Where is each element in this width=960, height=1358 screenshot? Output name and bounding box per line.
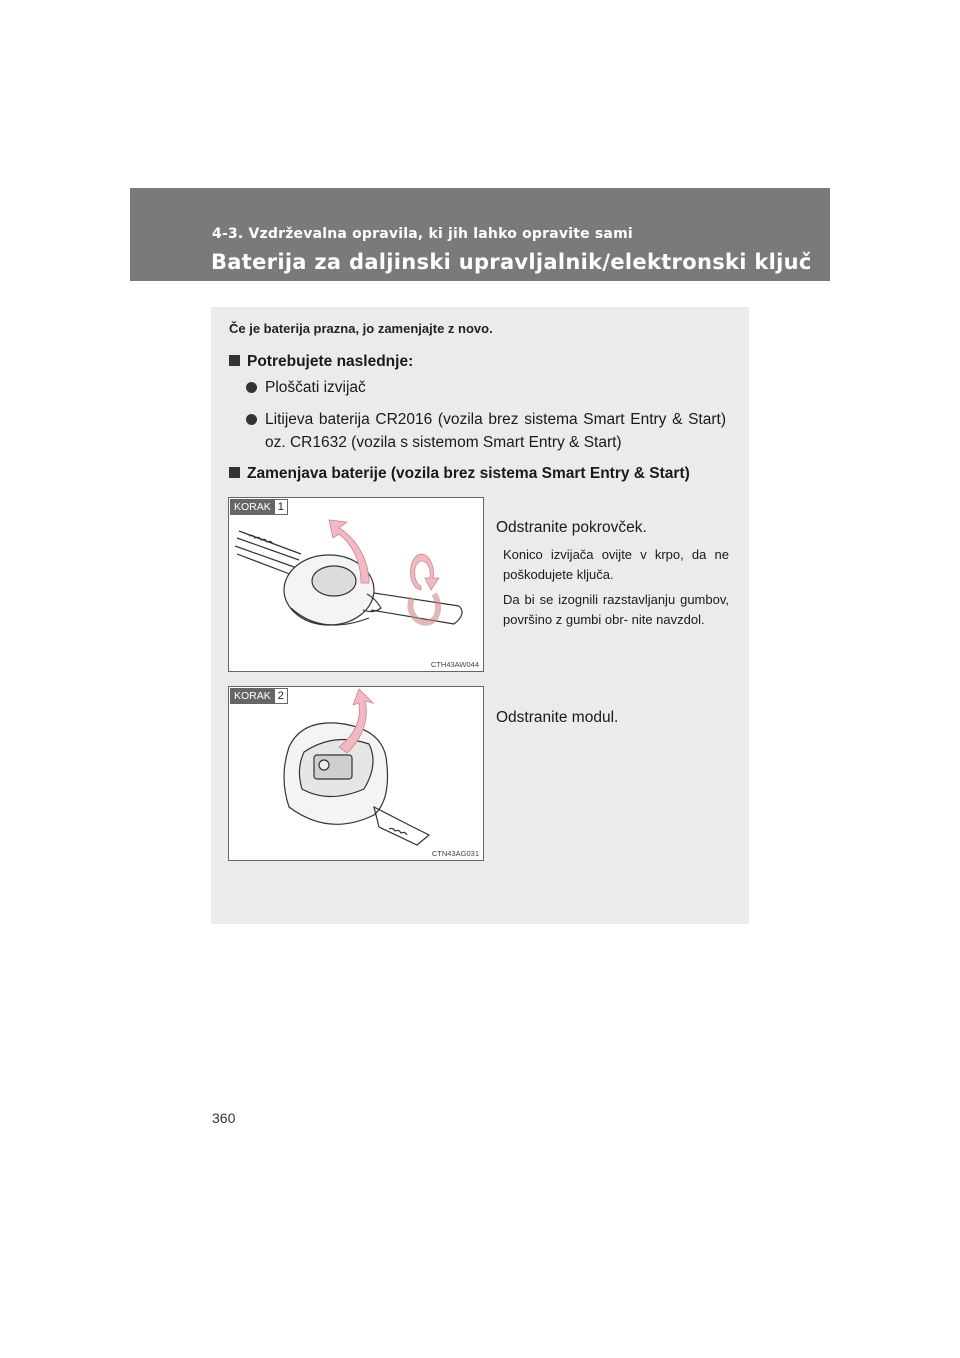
list-item: Litijeva baterija CR2016 (vozila brez sistema Smart Entry & Start) oz. CR1632 (vozila s sistemom Smart Entry & Start)	[246, 408, 726, 454]
figure-step-2	[228, 686, 484, 861]
module-removal-illustration	[229, 687, 483, 860]
page-number: 360	[212, 1110, 236, 1126]
figure-code: CTN43AG031	[431, 849, 479, 858]
intro-text: Če je baterija prazna, jo zamenjajte z novo.	[229, 321, 493, 336]
list-item: Ploščati izvijač	[246, 376, 726, 399]
key-cover-removal-illustration	[229, 498, 483, 671]
figure-code: CTH43AW044	[430, 660, 479, 669]
round-bullet-icon	[246, 414, 257, 425]
step-1-instruction: Odstranite pokrovček.	[496, 519, 647, 536]
twist-arrow-icon	[411, 554, 440, 590]
square-bullet-icon	[229, 467, 240, 478]
replacement-heading: Zamenjava baterije (vozila brez sistema Smart Entry & Start)	[229, 465, 690, 483]
page-title: Baterija za daljinski upravljalnik/elektronski ključ	[211, 250, 812, 274]
step-badge: KORAK 1	[230, 499, 288, 515]
step-2-instruction: Odstranite modul.	[496, 709, 619, 726]
step-1-note: Konico izvijača ovijte v krpo, da ne poškodujete ključa.	[503, 547, 729, 582]
round-bullet-icon	[246, 382, 257, 393]
step-badge: KORAK 2	[230, 688, 288, 704]
section-label: 4-3. Vzdrževalna opravila, ki jih lahko opravite sami	[212, 226, 633, 242]
figure-step-1	[228, 497, 484, 672]
step-1-note: Da bi se izognili razstavljanju gumbov, površino z gumbi obr- nite navzdol.	[503, 592, 729, 627]
square-bullet-icon	[229, 355, 240, 366]
requirements-heading: Potrebujete naslednje:	[229, 353, 413, 371]
